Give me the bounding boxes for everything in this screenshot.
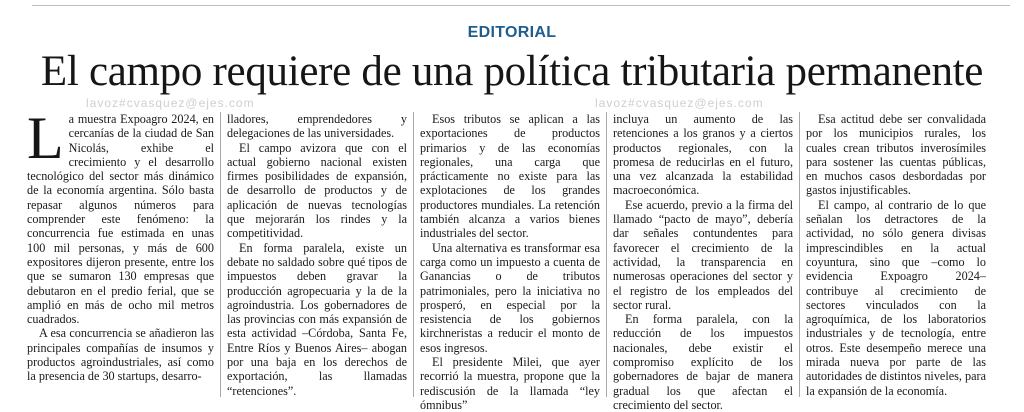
paragraph: Una alternativa es transformar esa carga como un impuesto a cuenta de Ganancias o de tributos patrimoniales, pero la iniciativa no prosperó, en especial por la resistencia de los gobiernos kirchneristas a reducir el monto de esos ingresos.: [420, 240, 600, 355]
paragraph: Ese acuerdo, previo a la firma del llamado “pacto de mayo”, debería dar señales contundentes para favorecer el crecimiento de la actividad, la transparencia en numerosas operaciones del sector y el registro de los empleados del sector rural.: [613, 197, 793, 312]
paragraph: [27, 105, 214, 327]
column-2: [220, 112, 413, 397]
column-1: [27, 105, 220, 397]
column-4: [606, 112, 799, 412]
paragraph: Esos tributos se aplican a las exportaciones de productos primarios y de las economías regionales, una carga que prácticamente no existe para las explotaciones de los grandes productores mundiales. La retención también alcanza a varios bienes industriales del sector.: [420, 112, 600, 241]
paragraph: En forma paralela, existe un debate no saldado sobre qué tipos de impuestos deben gravar la producción agropecuaria y la de la agroindustria. Los gobernadores de las provincias con más expansión de esta actividad –Córdoba, Santa Fe, Entre Ríos y Buenos Aires– abogan por una baja en los derechos de exportación, las llamadas “retenciones”.: [227, 240, 407, 398]
section-label: EDITORIAL: [467, 24, 557, 41]
article-body: [27, 105, 993, 412]
watermark: lavoz#cvasquez@ejes.com: [595, 96, 764, 110]
paragraph: lladores, emprendedores y delegaciones de las universidades.: [227, 112, 407, 141]
paragraph: Esa actitud debe ser convalidada por los municipios rurales, los cuales crean tributos inverosímiles para sostener las cuentas públicas, en muchos casos desbordadas por gastos injustificables.: [806, 112, 986, 198]
watermark: lavoz#cvasquez@ejes.com: [86, 96, 255, 110]
paragraph: El campo avizora que con el actual gobierno nacional existen firmes posibilidades de expansión, de desarrollo de productos y de aplicación de nuevas tecnologías que mejorarán los rindes y la competitividad.: [227, 140, 407, 241]
column-5: [799, 112, 992, 397]
paragraph: A esa concurrencia se añadieron las principales compañías de insumos y productos agroindustriales, así como la presencia de 30 startups, desarro-: [27, 326, 214, 384]
paragraph-text: a muestra Expoagro 2024, en cercanías de la ciudad de San Nicolás, exhibe el crecimiento y el desarrollo tecnológico del sector más dinámico de la economía argentina. Sólo basta repasar algunos números para comprender este fenómeno: la concurrencia fue estimada en unas 100 mil personas, y más de 600 expositores dijeron presente, entre los que se sumaron 130 empresas que debutaron en el predio ferial, que se amplió en más de ocho mil metros cuadrados.: [27, 112, 214, 327]
paragraph: El campo, al contrario de lo que señalan los detractores de la actividad, no sólo genera divisas imprescindibles en la actual coyuntura, sino que –como lo evidencia Expoagro 2024– contribuye al crecimiento de sectores vinculados con la agroquímica, de los laboratorios industriales y de tecnología, entre otros. Este desempeño merece una mirada nueva por parte de las autoridades de distintos niveles, para la expansión de la economía.: [806, 197, 986, 398]
column-3: [413, 112, 606, 412]
paragraph: El presidente Milei, que ayer recorrió la muestra, propone que la rediscusión de la llamada “ley ómnibus”: [420, 355, 600, 412]
headline: El campo requiere de una política tributaria permanente: [40, 48, 984, 95]
drop-cap: L: [27, 105, 64, 171]
top-rule: [32, 5, 1010, 6]
paragraph: En forma paralela, con la reducción de los impuestos nacionales, debe existir el compromiso explícito de los gobernadores de bajar de manera gradual los que afectan el crecimiento del sector.: [613, 312, 793, 412]
paragraph: incluya un aumento de las retenciones a los granos y a ciertos productos regionales, con la promesa de reducirlas en el futuro, una vez alcanzada la estabilidad macroeconómica.: [613, 112, 793, 198]
